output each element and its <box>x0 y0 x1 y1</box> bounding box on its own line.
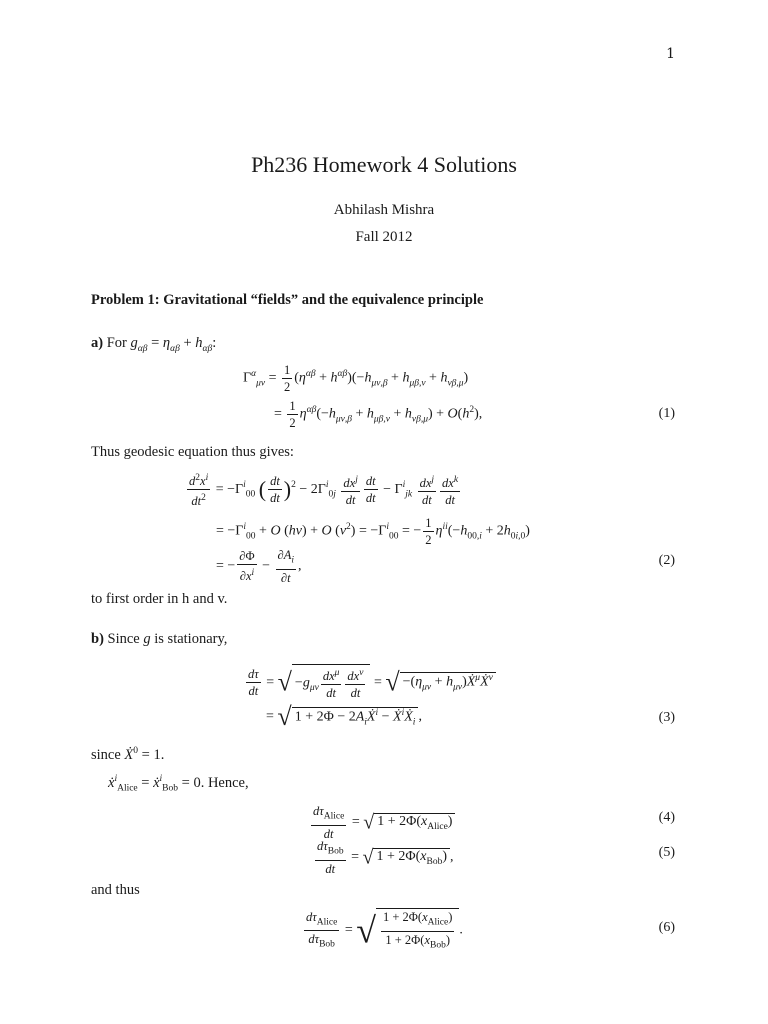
geodesic-text: Thus geodesic equation thus gives: <box>91 444 294 460</box>
equation-1-line-2: = $\frac{1}{2}$ $\eta^{\alpha\beta}(-h_{\mu\nu,\beta} + h_{\mu\beta,\nu} + h_{\nu\beta,\mu}) + O(h^2)$, <box>274 399 483 430</box>
and-thus-text: and thus <box>91 882 140 898</box>
equation-6: $\frac{d\tau_{Alice}}{d\tau_{Bob}}$ = √ $\frac{1 + 2\Phi(x_{Alice})}{1 + 2\Phi(x_{Bob})}$ . <box>302 908 463 953</box>
since-text: since Ẋ$^0$ = 1. <box>91 746 165 763</box>
first-order-text: to first order in h and v. <box>91 591 228 607</box>
equation-5-number: (5) <box>658 845 675 860</box>
equation-4: $\frac{d\tau_{Alice}}{dt}$ = √ $1 + 2\Phi(x_{Alice})$ <box>309 803 455 842</box>
problem-1-heading: Problem 1: Gravitational “fields” and the equivalence principle <box>91 292 484 308</box>
equation-1-number: (1) <box>658 406 675 421</box>
equation-3-line-1: $\frac{d\tau}{dt}$ = √ $-g_{\mu\nu}$ $\frac{dx^\mu}{dt}$ $\frac{dx^\nu}{dt}$ = √ $-(\eta_{\mu\nu}$ + $h_{\mu\nu})Ẋ^\mu Ẋ^\nu$ <box>244 664 496 701</box>
equation-2-line-3: = − $\frac{\partial\Phi}{\partial x^i}$ − $\frac{\partial A_i}{\partial t}$ , <box>216 548 302 585</box>
page-number: 1 <box>666 46 675 62</box>
document-date: Fall 2012 <box>355 229 413 245</box>
equation-2-line-2: = $-\Gamma^i_{00} + O$ (hv) + O $(v^2) = -\Gamma^i_{00}$ = − $\frac{1}{2}$ $\eta^{ii}(-h_{00,i} + 2h_{0i,0})$ <box>216 516 530 547</box>
equation-2-number: (2) <box>658 553 675 568</box>
part-a-intro: a) For $g_{\alpha\beta} = \eta_{\alpha\beta} + h_{\alpha\beta}$: <box>91 335 217 354</box>
equation-4-number: (4) <box>658 810 675 825</box>
part-b-label: b) <box>91 631 104 647</box>
equation-6-number: (6) <box>658 920 675 935</box>
document-title: Ph236 Homework 4 Solutions <box>251 152 517 177</box>
hence-text: ẋ$^i_{Alice}$ = ẋ$^i_{Bob}$ = 0. Hence, <box>108 774 249 794</box>
equation-2-line-1: $\frac{d^2x^i}{dt^2}$ = $-\Gamma^i_{00}$ ( $\frac{dt}{dt}$ )$^2 - 2\Gamma^i_{0j}$ $\frac{dx^j}{dt}$ $\frac{dt}{dt}$ − $\Gamma^i_{jk}$ $\frac{dx^j}{dt}$ $\frac{dx^k}{dt}$ <box>185 470 462 509</box>
part-b-intro: b) Since g is stationary, <box>91 631 228 647</box>
part-a-label: a) <box>91 335 104 351</box>
equation-1-line-1: $\Gamma^\alpha_{\mu\nu}$ = $\frac{1}{2}$ $(\eta^{\alpha\beta} + h^{\alpha\beta})(-h_{\mu\nu,\beta} + h_{\mu\beta,\nu} + h_{\nu\beta,\mu})$ <box>243 363 469 394</box>
equation-3-line-2: = √ $1 + 2\Phi - 2A_iẊ^i$ − Ẋ$^i$Ẋ$_i$ , <box>266 702 422 731</box>
equation-5: $\frac{d\tau_{Bob}}{dt}$ = √ $1 + 2\Phi(x_{Bob})$ , <box>317 839 454 876</box>
equation-3-number: (3) <box>658 710 675 725</box>
author-name: Abhilash Mishra <box>333 202 435 218</box>
